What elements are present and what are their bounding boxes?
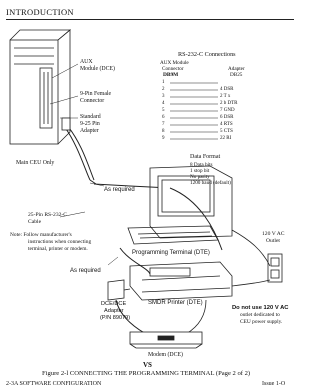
data-format-line-4: 1200 baud (default) (190, 180, 231, 186)
pin-5: 5 (162, 108, 165, 113)
note-line-2: instructions when connecting (28, 239, 92, 245)
as-required-label-1: As required (104, 187, 135, 193)
standard-adapter-label-1: Standard (80, 114, 101, 120)
pin-3: 3 (162, 94, 165, 99)
connections-left-header-2: Connector (162, 66, 184, 72)
vac-outlet-drawing (268, 254, 282, 282)
dce-adapter-label-2: Adapter (104, 308, 124, 314)
main-ceu-label: Main CEU Only (16, 160, 55, 166)
note-line-1: Note: Follow manufacturer's (10, 232, 72, 238)
dce-adapter-label-3: (P/N 89079) (100, 315, 131, 321)
connections-right-header-2: DB25 (230, 72, 243, 78)
cable-25pin-label-2: Cable (28, 219, 42, 225)
connections-left-header-1: AUX Module (160, 60, 189, 66)
signal-1: 4 DSR (220, 87, 234, 92)
footer-vs: VS (143, 361, 152, 369)
pin-2: 2 (162, 87, 165, 92)
pin-6: 6 (162, 115, 165, 120)
warning-line-3: CEU power supply. (240, 319, 283, 325)
smdr-printer-label: SMDR Printer (DTE) (148, 300, 203, 306)
programming-terminal-label: Programming Terminal (DTE) (132, 250, 210, 256)
warning-line-1: Do not use 120 V AC (232, 305, 289, 311)
vac-outlet-label-2: Outlet (266, 238, 280, 244)
standard-adapter-label-2: 9-25 Pin (80, 121, 100, 127)
dce-adapter-label-1: DCE/DCE (101, 301, 127, 307)
programming-terminal-drawing (128, 166, 232, 244)
data-format-line-2: 1 stop bit (190, 168, 210, 174)
signal-3: 2 b DTR (220, 101, 238, 106)
page-header-title: INTRODUCTION (6, 7, 74, 17)
nine-pin-label-1: 9-Pin Female (80, 91, 112, 97)
connections-title: RS-232-C Connections (178, 51, 236, 58)
pin-4: 4 (162, 101, 165, 106)
signal-7: 5 CTS (220, 129, 233, 134)
connections-pin-table (160, 80, 244, 150)
pin-8: 8 (162, 129, 165, 134)
signal-6: 4 RTS (220, 122, 233, 127)
signal-8: 22 RI (220, 136, 232, 141)
standard-adapter-label-3: Adapter (80, 128, 99, 134)
ceu-cabinet (10, 30, 70, 144)
modem-drawing (130, 332, 202, 348)
warning-line-2: outlet dedicated to (240, 312, 280, 318)
figure-caption: Figure 2-l CONNECTING THE PROGRAMMING TERMINAL (Page 2 of 2) (42, 370, 251, 377)
modem-label: Modem (DCE) (148, 352, 183, 358)
data-format-line-1: 8 Data bits (190, 162, 213, 168)
note-line-3: terminal, printer or modem. (28, 246, 88, 252)
data-format-line-3: No parity (190, 174, 210, 180)
aux-module-label-1: AUX (80, 59, 93, 65)
nine-pin-label-2: Connector (80, 98, 105, 104)
footer-section: 2-3A SOFTWARE CONFIGURATION (6, 381, 102, 387)
signal-5: 6 DSR (220, 115, 234, 120)
smdr-printer-drawing (130, 262, 232, 300)
as-required-label-2: As required (70, 268, 101, 274)
pin-9: 9 (162, 136, 165, 141)
signal-2: 2 T x (220, 94, 231, 99)
connections-right-header-1: Adapter (228, 66, 245, 72)
data-format-title: Data Format (190, 154, 221, 160)
signal-4: 7 GND (220, 108, 235, 113)
cable-25pin-label-1: 25-Pin RS-232-C (28, 212, 68, 218)
pin-7: 7 (162, 122, 165, 127)
vac-outlet-label-1: 120 V AC (262, 231, 285, 237)
connections-left-header-3: DB9M (163, 72, 179, 78)
aux-module-label-2: Module (DCE) (80, 66, 115, 72)
pin-1: 1 (162, 80, 165, 85)
footer-issue: Issue 1-O (262, 381, 286, 387)
